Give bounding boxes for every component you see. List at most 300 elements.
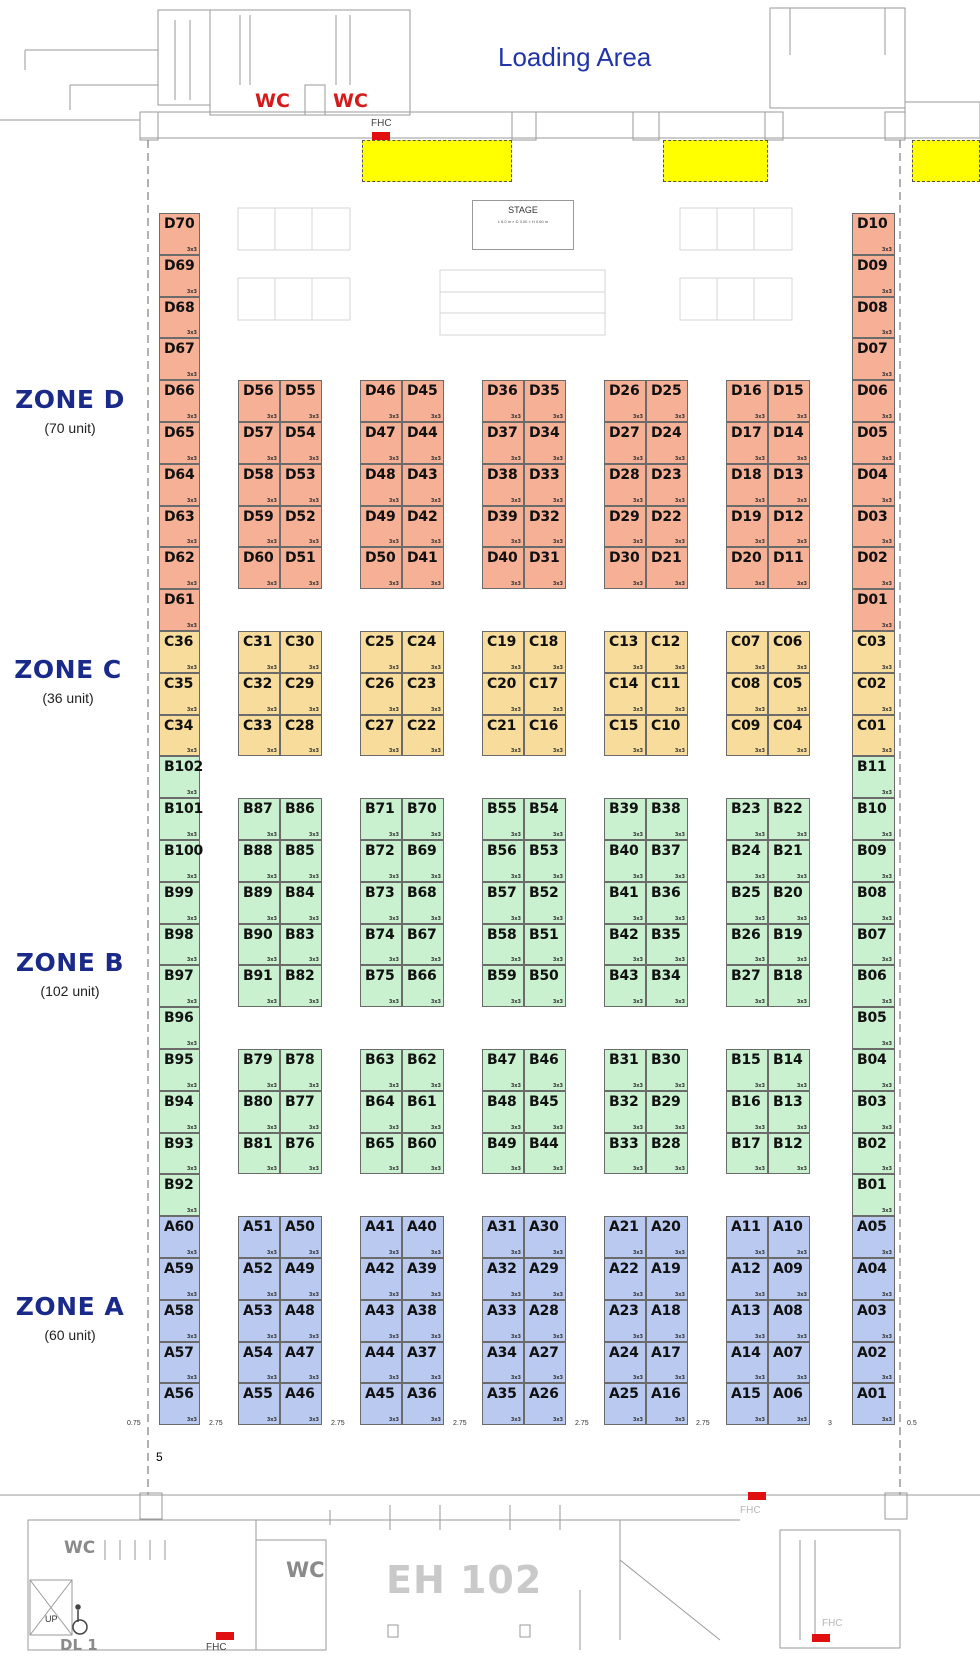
booth-d05[interactable]	[852, 422, 895, 464]
booth-b52[interactable]	[524, 882, 566, 924]
booth-d33[interactable]	[524, 464, 566, 506]
booth-a15[interactable]	[726, 1383, 768, 1425]
booth-label: B36	[651, 884, 681, 901]
booth-b36[interactable]	[646, 882, 688, 924]
booth-b29[interactable]	[646, 1091, 688, 1133]
booth-d35[interactable]	[524, 380, 566, 422]
booth-c16[interactable]	[524, 715, 566, 757]
booth-b47[interactable]	[482, 1049, 524, 1091]
booth-d36[interactable]	[482, 380, 524, 422]
booth-a35[interactable]	[482, 1383, 524, 1425]
booth-b66[interactable]	[402, 965, 444, 1007]
booth-d06[interactable]	[852, 380, 895, 422]
booth-label: D33	[529, 466, 560, 483]
booth-b21[interactable]	[768, 840, 810, 882]
booth-b35[interactable]	[646, 924, 688, 966]
booth-c19[interactable]	[482, 631, 524, 673]
booth-d12[interactable]	[768, 506, 810, 548]
booth-a52[interactable]	[238, 1258, 280, 1300]
booth-b11[interactable]	[852, 756, 895, 798]
booth-d43[interactable]	[402, 464, 444, 506]
booth-d59[interactable]	[238, 506, 280, 548]
booth-b24[interactable]	[726, 840, 768, 882]
booth-a36[interactable]	[402, 1383, 444, 1425]
booth-a28[interactable]	[524, 1300, 566, 1342]
booth-size: 3x3	[388, 1417, 399, 1424]
booth-d53[interactable]	[280, 464, 322, 506]
booth-d31[interactable]	[524, 547, 566, 589]
booth-label: B05	[857, 1010, 887, 1027]
booth-d50[interactable]	[360, 547, 402, 589]
booth-c02[interactable]	[852, 673, 895, 715]
booth-a38[interactable]	[402, 1300, 444, 1342]
booth-d68[interactable]	[159, 297, 200, 339]
booth-d51[interactable]	[280, 547, 322, 589]
booth-label: C31	[243, 634, 273, 650]
booth-b55[interactable]	[482, 798, 524, 840]
booth-a19[interactable]	[646, 1258, 688, 1300]
booth-b38[interactable]	[646, 798, 688, 840]
booth-d38[interactable]	[482, 464, 524, 506]
booth-d24[interactable]	[646, 422, 688, 464]
booth-label: D07	[857, 341, 888, 358]
booth-d69[interactable]	[159, 255, 200, 297]
booth-c03[interactable]	[852, 631, 895, 673]
booth-label: B52	[529, 884, 559, 901]
booth-d70[interactable]	[159, 213, 200, 255]
booth-d54[interactable]	[280, 422, 322, 464]
booth-d29[interactable]	[604, 506, 646, 548]
booth-d34[interactable]	[524, 422, 566, 464]
booth-a20[interactable]	[646, 1216, 688, 1258]
booth-a58[interactable]	[159, 1300, 200, 1342]
booth-b81[interactable]	[238, 1133, 280, 1175]
booth-c14[interactable]	[604, 673, 646, 715]
booth-b37[interactable]	[646, 840, 688, 882]
booth-d10[interactable]	[852, 213, 895, 255]
booth-c21[interactable]	[482, 715, 524, 757]
booth-b75[interactable]	[360, 965, 402, 1007]
booth-d03[interactable]	[852, 506, 895, 548]
booth-c30[interactable]	[280, 631, 322, 673]
booth-b56[interactable]	[482, 840, 524, 882]
booth-c23[interactable]	[402, 673, 444, 715]
booth-a14[interactable]	[726, 1342, 768, 1384]
booth-a04[interactable]	[852, 1258, 895, 1300]
booth-c06[interactable]	[768, 631, 810, 673]
booth-a17[interactable]	[646, 1342, 688, 1384]
booth-size: 3x3	[796, 706, 807, 713]
booth-c01[interactable]	[852, 715, 895, 757]
booth-d37[interactable]	[482, 422, 524, 464]
booth-a12[interactable]	[726, 1258, 768, 1300]
booth-a29[interactable]	[524, 1258, 566, 1300]
booth-c26[interactable]	[360, 673, 402, 715]
booth-a07[interactable]	[768, 1342, 810, 1384]
booth-a21[interactable]	[604, 1216, 646, 1258]
booth-b17[interactable]	[726, 1133, 768, 1175]
booth-c34[interactable]	[159, 715, 200, 757]
booth-d65[interactable]	[159, 422, 200, 464]
booth-label: A33	[487, 1302, 517, 1319]
booth-d14[interactable]	[768, 422, 810, 464]
booth-size: 3x3	[510, 831, 521, 838]
booth-b49[interactable]	[482, 1133, 524, 1175]
booth-a53[interactable]	[238, 1300, 280, 1342]
booth-d19[interactable]	[726, 506, 768, 548]
booth-b69[interactable]	[402, 840, 444, 882]
booth-c24[interactable]	[402, 631, 444, 673]
booth-a02[interactable]	[852, 1342, 895, 1384]
booth-a42[interactable]	[360, 1258, 402, 1300]
booth-b97[interactable]	[159, 965, 200, 1007]
booth-d58[interactable]	[238, 464, 280, 506]
booth-b74[interactable]	[360, 924, 402, 966]
booth-a46[interactable]	[280, 1383, 322, 1425]
booth-b14[interactable]	[768, 1049, 810, 1091]
booth-d41[interactable]	[402, 547, 444, 589]
booth-b99[interactable]	[159, 882, 200, 924]
booth-b50[interactable]	[524, 965, 566, 1007]
booth-label: A41	[365, 1219, 395, 1236]
booth-b25[interactable]	[726, 882, 768, 924]
booth-b09[interactable]	[852, 840, 895, 882]
booth-label: A04	[857, 1261, 887, 1277]
booth-b16[interactable]	[726, 1091, 768, 1133]
booth-d22[interactable]	[646, 506, 688, 548]
booth-d62[interactable]	[159, 547, 200, 589]
booth-d63[interactable]	[159, 506, 200, 548]
booth-d28[interactable]	[604, 464, 646, 506]
booth-a32[interactable]	[482, 1258, 524, 1300]
booth-d49[interactable]	[360, 506, 402, 548]
booth-b13[interactable]	[768, 1091, 810, 1133]
booth-a26[interactable]	[524, 1383, 566, 1425]
booth-c28[interactable]	[280, 715, 322, 757]
booth-d57[interactable]	[238, 422, 280, 464]
booth-b03[interactable]	[852, 1091, 895, 1133]
booth-b45[interactable]	[524, 1091, 566, 1133]
booth-d16[interactable]	[726, 380, 768, 422]
booth-b19[interactable]	[768, 924, 810, 966]
booth-b89[interactable]	[238, 882, 280, 924]
booth-d32[interactable]	[524, 506, 566, 548]
booth-b26[interactable]	[726, 924, 768, 966]
booth-d04[interactable]	[852, 464, 895, 506]
booth-b61[interactable]	[402, 1091, 444, 1133]
booth-b20[interactable]	[768, 882, 810, 924]
booth-c11[interactable]	[646, 673, 688, 715]
booth-b34[interactable]	[646, 965, 688, 1007]
booth-a39[interactable]	[402, 1258, 444, 1300]
booth-d26[interactable]	[604, 380, 646, 422]
booth-a23[interactable]	[604, 1300, 646, 1342]
booth-a06[interactable]	[768, 1383, 810, 1425]
booth-d23[interactable]	[646, 464, 688, 506]
booth-d48[interactable]	[360, 464, 402, 506]
booth-b88[interactable]	[238, 840, 280, 882]
booth-b15[interactable]	[726, 1049, 768, 1091]
booth-b28[interactable]	[646, 1133, 688, 1175]
booth-d56[interactable]	[238, 380, 280, 422]
booth-c10[interactable]	[646, 715, 688, 757]
booth-a30[interactable]	[524, 1216, 566, 1258]
booth-a27[interactable]	[524, 1342, 566, 1384]
booth-b100[interactable]	[159, 840, 204, 882]
booth-d45[interactable]	[402, 380, 444, 422]
booth-d42[interactable]	[402, 506, 444, 548]
booth-b51[interactable]	[524, 924, 566, 966]
booth-a43[interactable]	[360, 1300, 402, 1342]
booth-a49[interactable]	[280, 1258, 322, 1300]
booth-b93[interactable]	[159, 1133, 200, 1175]
booth-a03[interactable]	[852, 1300, 895, 1342]
booth-b39[interactable]	[604, 798, 646, 840]
booth-a45[interactable]	[360, 1383, 402, 1425]
booth-a11[interactable]	[726, 1216, 768, 1258]
booth-c27[interactable]	[360, 715, 402, 757]
booth-b95[interactable]	[159, 1049, 200, 1091]
booth-b96[interactable]	[159, 1007, 200, 1049]
booth-b67[interactable]	[402, 924, 444, 966]
booth-c18[interactable]	[524, 631, 566, 673]
booth-d15[interactable]	[768, 380, 810, 422]
booth-d47[interactable]	[360, 422, 402, 464]
booth-a16[interactable]	[646, 1383, 688, 1425]
booth-d61[interactable]	[159, 589, 200, 631]
booth-d02[interactable]	[852, 547, 895, 589]
booth-c29[interactable]	[280, 673, 322, 715]
booth-a25[interactable]	[604, 1383, 646, 1425]
booth-size: 3x3	[186, 831, 197, 838]
booth-a50[interactable]	[280, 1216, 322, 1258]
booth-b41[interactable]	[604, 882, 646, 924]
booth-b57[interactable]	[482, 882, 524, 924]
booth-b70[interactable]	[402, 798, 444, 840]
booth-b84[interactable]	[280, 882, 322, 924]
booth-label: A18	[651, 1302, 681, 1319]
booth-b22[interactable]	[768, 798, 810, 840]
booth-c17[interactable]	[524, 673, 566, 715]
booth-b48[interactable]	[482, 1091, 524, 1133]
booth-b08[interactable]	[852, 882, 895, 924]
booth-b32[interactable]	[604, 1091, 646, 1133]
booth-d18[interactable]	[726, 464, 768, 506]
booth-b71[interactable]	[360, 798, 402, 840]
booth-b73[interactable]	[360, 882, 402, 924]
booth-a09[interactable]	[768, 1258, 810, 1300]
booth-c20[interactable]	[482, 673, 524, 715]
booth-d44[interactable]	[402, 422, 444, 464]
booth-b83[interactable]	[280, 924, 322, 966]
booth-b02[interactable]	[852, 1133, 895, 1175]
booth-a57[interactable]	[159, 1342, 200, 1384]
booth-a37[interactable]	[402, 1342, 444, 1384]
booth-b42[interactable]	[604, 924, 646, 966]
booth-a60[interactable]	[159, 1216, 200, 1258]
booth-d21[interactable]	[646, 547, 688, 589]
booth-a51[interactable]	[238, 1216, 280, 1258]
booth-label: C25	[365, 634, 395, 650]
booth-b78[interactable]	[280, 1049, 322, 1091]
booth-b30[interactable]	[646, 1049, 688, 1091]
booth-b01[interactable]	[852, 1174, 895, 1216]
booth-d39[interactable]	[482, 506, 524, 548]
booth-label: D19	[731, 508, 762, 525]
booth-a22[interactable]	[604, 1258, 646, 1300]
booth-b60[interactable]	[402, 1133, 444, 1175]
booth-label: D30	[609, 550, 640, 567]
booth-label: A14	[731, 1344, 761, 1361]
booth-size: 3x3	[632, 831, 643, 838]
booth-b87[interactable]	[238, 798, 280, 840]
booth-b91[interactable]	[238, 965, 280, 1007]
booth-b86[interactable]	[280, 798, 322, 840]
booth-b101[interactable]	[159, 798, 204, 840]
booth-a41[interactable]	[360, 1216, 402, 1258]
booth-a47[interactable]	[280, 1342, 322, 1384]
booth-c04[interactable]	[768, 715, 810, 757]
booth-d66[interactable]	[159, 380, 200, 422]
booth-b72[interactable]	[360, 840, 402, 882]
booth-a24[interactable]	[604, 1342, 646, 1384]
booth-size: 3x3	[674, 455, 685, 462]
booth-a56[interactable]	[159, 1383, 200, 1425]
booth-b92[interactable]	[159, 1174, 200, 1216]
booth-b04[interactable]	[852, 1049, 895, 1091]
booth-c05[interactable]	[768, 673, 810, 715]
booth-b43[interactable]	[604, 965, 646, 1007]
booth-d25[interactable]	[646, 380, 688, 422]
booth-size: 3x3	[266, 1249, 277, 1256]
booth-size: 3x3	[796, 413, 807, 420]
booth-d67[interactable]	[159, 338, 200, 380]
booth-c13[interactable]	[604, 631, 646, 673]
booth-d01[interactable]	[852, 589, 895, 631]
booth-d64[interactable]	[159, 464, 200, 506]
booth-a31[interactable]	[482, 1216, 524, 1258]
booth-d17[interactable]	[726, 422, 768, 464]
booth-size: 3x3	[632, 1249, 643, 1256]
booth-a44[interactable]	[360, 1342, 402, 1384]
booth-a59[interactable]	[159, 1258, 200, 1300]
booth-d11[interactable]	[768, 547, 810, 589]
booth-b77[interactable]	[280, 1091, 322, 1133]
booth-a48[interactable]	[280, 1300, 322, 1342]
booth-b10[interactable]	[852, 798, 895, 840]
booth-c15[interactable]	[604, 715, 646, 757]
booth-d09[interactable]	[852, 255, 895, 297]
booth-b68[interactable]	[402, 882, 444, 924]
booth-d13[interactable]	[768, 464, 810, 506]
booth-size: 3x3	[266, 413, 277, 420]
booth-a34[interactable]	[482, 1342, 524, 1384]
booth-b44[interactable]	[524, 1133, 566, 1175]
booth-b82[interactable]	[280, 965, 322, 1007]
booth-a10[interactable]	[768, 1216, 810, 1258]
booth-b98[interactable]	[159, 924, 200, 966]
booth-c32[interactable]	[238, 673, 280, 715]
booth-d27[interactable]	[604, 422, 646, 464]
booth-b12[interactable]	[768, 1133, 810, 1175]
booth-a01[interactable]	[852, 1383, 895, 1425]
booth-a08[interactable]	[768, 1300, 810, 1342]
booth-size: 3x3	[632, 539, 643, 546]
booth-size: 3x3	[266, 748, 277, 755]
booth-b65[interactable]	[360, 1133, 402, 1175]
booth-label: B50	[529, 968, 559, 985]
booth-c08[interactable]	[726, 673, 768, 715]
booth-c35[interactable]	[159, 673, 200, 715]
booth-a55[interactable]	[238, 1383, 280, 1425]
booth-size: 3x3	[510, 915, 521, 922]
booth-b06[interactable]	[852, 965, 895, 1007]
booth-b07[interactable]	[852, 924, 895, 966]
booth-d46[interactable]	[360, 380, 402, 422]
booth-a05[interactable]	[852, 1216, 895, 1258]
booth-b33[interactable]	[604, 1133, 646, 1175]
booth-d52[interactable]	[280, 506, 322, 548]
booth-c31[interactable]	[238, 631, 280, 673]
booth-b63[interactable]	[360, 1049, 402, 1091]
booth-size: 3x3	[632, 1333, 643, 1340]
booth-a18[interactable]	[646, 1300, 688, 1342]
booth-b54[interactable]	[524, 798, 566, 840]
booth-b79[interactable]	[238, 1049, 280, 1091]
booth-b64[interactable]	[360, 1091, 402, 1133]
booth-a40[interactable]	[402, 1216, 444, 1258]
booth-b90[interactable]	[238, 924, 280, 966]
booth-a33[interactable]	[482, 1300, 524, 1342]
booth-d30[interactable]	[604, 547, 646, 589]
booth-b59[interactable]	[482, 965, 524, 1007]
booth-c33[interactable]	[238, 715, 280, 757]
booth-b102[interactable]	[159, 756, 204, 798]
booth-label: D17	[731, 425, 762, 441]
booth-d55[interactable]	[280, 380, 322, 422]
booth-b23[interactable]	[726, 798, 768, 840]
booth-c25[interactable]	[360, 631, 402, 673]
booth-a54[interactable]	[238, 1342, 280, 1384]
booth-label: A37	[407, 1344, 437, 1361]
booth-b46[interactable]	[524, 1049, 566, 1091]
booth-b94[interactable]	[159, 1091, 200, 1133]
booth-b40[interactable]	[604, 840, 646, 882]
booth-b05[interactable]	[852, 1007, 895, 1049]
booth-d08[interactable]	[852, 297, 895, 339]
booth-b58[interactable]	[482, 924, 524, 966]
booth-c12[interactable]	[646, 631, 688, 673]
booth-label: D18	[731, 466, 762, 483]
booth-b18[interactable]	[768, 965, 810, 1007]
booth-d07[interactable]	[852, 338, 895, 380]
booth-b27[interactable]	[726, 965, 768, 1007]
booth-c07[interactable]	[726, 631, 768, 673]
booth-d20[interactable]	[726, 547, 768, 589]
booth-d60[interactable]	[238, 547, 280, 589]
booth-a13[interactable]	[726, 1300, 768, 1342]
booth-b76[interactable]	[280, 1133, 322, 1175]
booth-b62[interactable]	[402, 1049, 444, 1091]
booth-c09[interactable]	[726, 715, 768, 757]
booth-b53[interactable]	[524, 840, 566, 882]
booth-c22[interactable]	[402, 715, 444, 757]
booth-b85[interactable]	[280, 840, 322, 882]
booth-b80[interactable]	[238, 1091, 280, 1133]
booth-c36[interactable]	[159, 631, 200, 673]
booth-d40[interactable]	[482, 547, 524, 589]
booth-b31[interactable]	[604, 1049, 646, 1091]
